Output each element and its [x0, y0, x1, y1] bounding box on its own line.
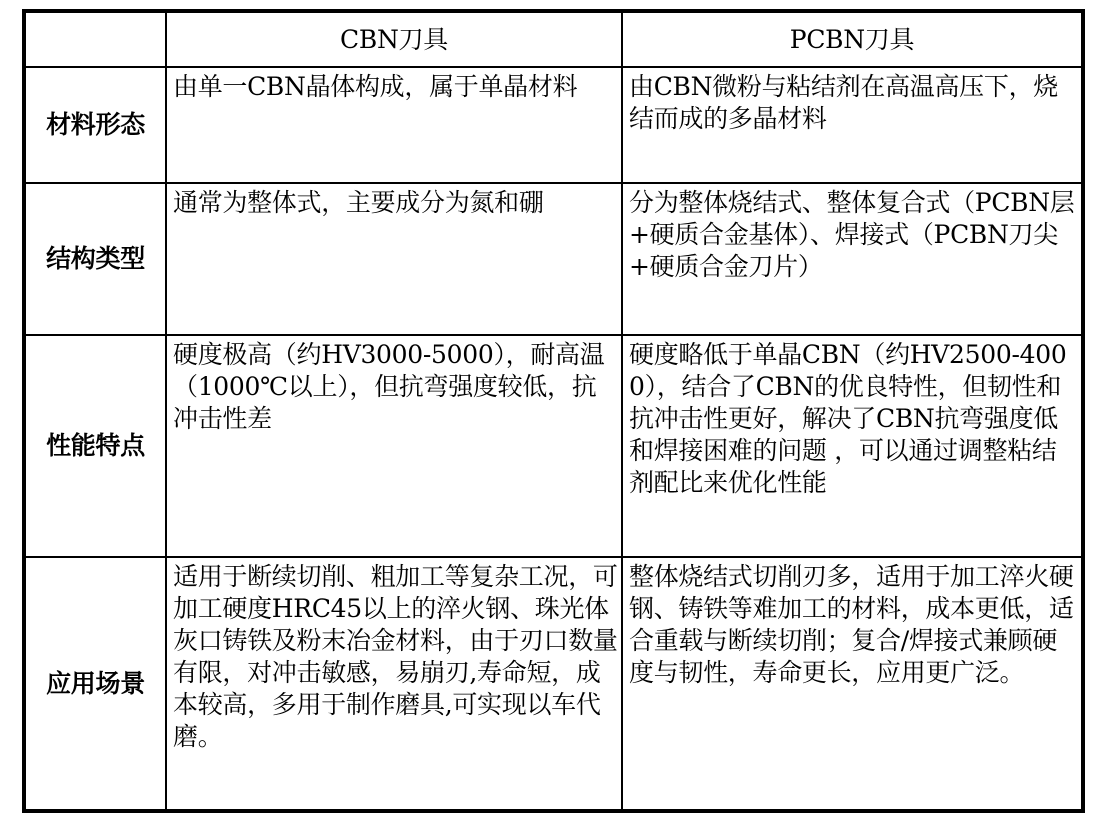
pcbn-application: 整体烧结式切削刃多，适用于加工淬火硬钢、铸铁等难加工的材料，成本更低，适合重载与断续切削；复合/焊接式兼顾硬度与韧性，寿命更长，应用更广泛。 — [622, 557, 1083, 811]
table-row — [24, 67, 1083, 183]
row-label-structure-type: 结构类型 — [24, 183, 166, 335]
row-label-material-form: 材料形态 — [24, 67, 166, 183]
header-cbn: CBN刀具 — [166, 11, 622, 67]
row-label-application: 应用场景 — [24, 557, 166, 811]
cbn-structure-type: 通常为整体式，主要成分为氮和硼 — [166, 183, 622, 335]
header-pcbn: PCBN刀具 — [622, 11, 1083, 67]
comparison-table — [22, 9, 1085, 813]
cbn-application: 适用于断续切削、粗加工等复杂工况，可加工硬度HRC45以上的淬火钢、珠光体灰口铸铁及粉末冶金材料，由于刃口数量有限，对冲击敏感，易崩刃,寿命短，成本较高，多用于制作磨具,可实现以车代磨。 — [166, 557, 622, 811]
table-row — [24, 557, 1083, 811]
table-row — [24, 183, 1083, 335]
cbn-material-form: 由单一CBN晶体构成，属于单晶材料 — [166, 67, 622, 183]
cbn-performance: 硬度极高（约HV3000-5000），耐高温（1000℃以上），但抗弯强度较低，抗冲击性差 — [166, 335, 622, 557]
header-row — [24, 11, 1083, 67]
table-row — [24, 335, 1083, 557]
corner-cell — [24, 11, 166, 67]
row-label-performance: 性能特点 — [24, 335, 166, 557]
pcbn-performance: 硬度略低于单晶CBN（约HV2500-4000），结合了CBN的优良特性，但韧性和抗冲击性更好，解决了CBN抗弯强度低和焊接困难的问题 ，可以通过调整粘结剂配比来优化性能 — [622, 335, 1083, 557]
pcbn-structure-type: 分为整体烧结式、整体复合式（PCBN层+硬质合金基体）、焊接式（PCBN刀尖+硬质合金刀片） — [622, 183, 1083, 335]
pcbn-material-form: 由CBN微粉与粘结剂在高温高压下，烧结而成的多晶材料 — [622, 67, 1083, 183]
